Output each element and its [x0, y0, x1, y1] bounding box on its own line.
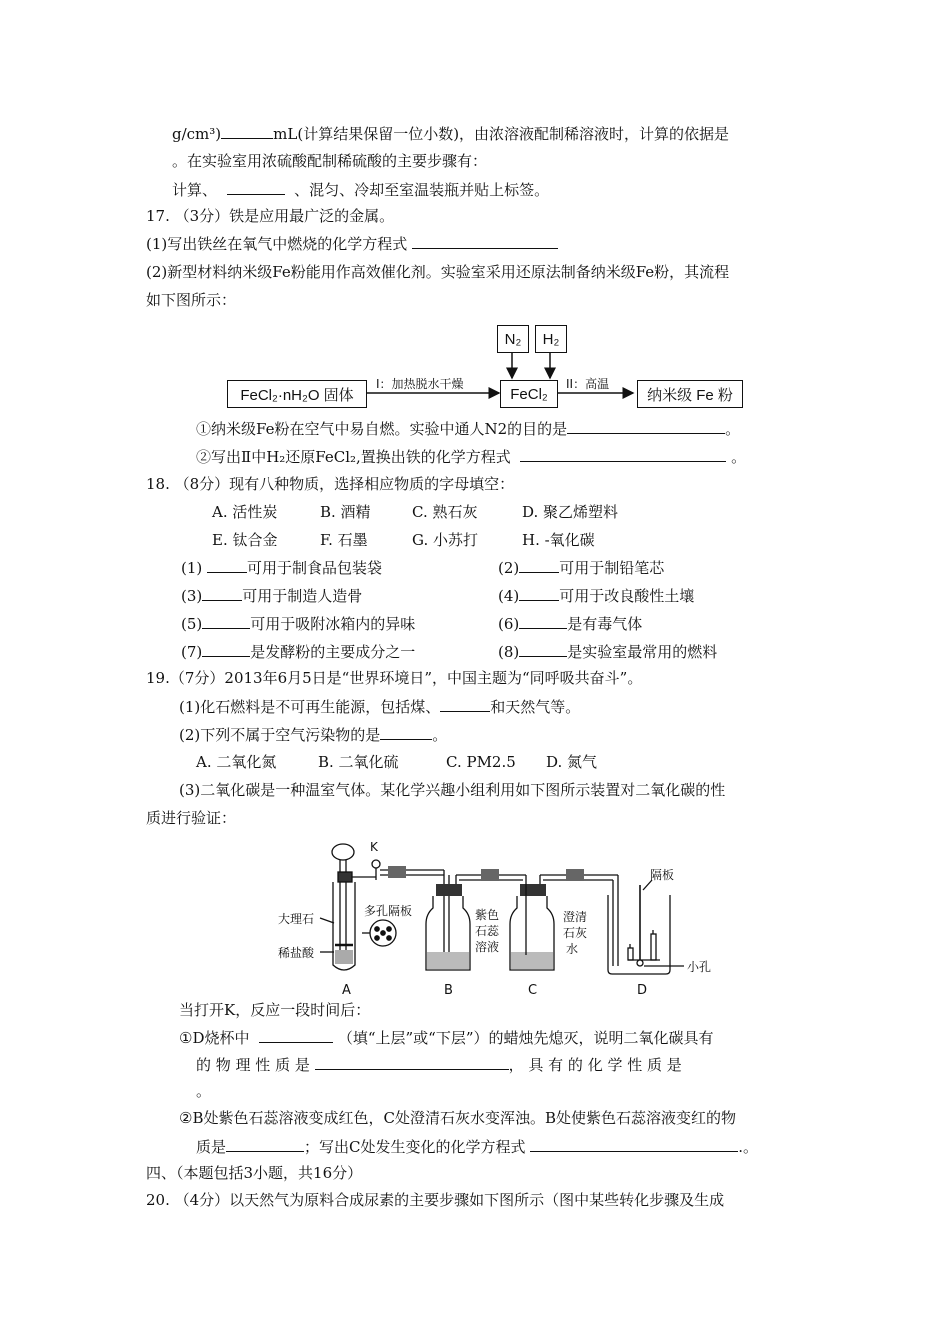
label-divider: 隔板 [650, 868, 675, 882]
q19-title: 19.（7分）2013年6月5日是“世界环境日”，中国主题为“同呼吸共奋斗”。 [146, 669, 643, 687]
q18-item-1: (1) 可用于制食品包装袋 [181, 559, 383, 577]
q16-line1: g/cm³) mL(计算结果保留一位小数)，由浓溶液配制稀溶液时，计算的依据是 [172, 125, 730, 143]
q18-item-7: (7) 是发酵粉的主要成分之一 [181, 643, 416, 661]
q18-item-8: (8) 是实验室最常用的燃料 [498, 643, 718, 661]
q18-title: 18. （8分）现有八种物质，选择相应物质的字母填空： [146, 475, 515, 493]
label-b: B [444, 983, 453, 998]
q17-p1: (1)写出铁丝在氧气中燃烧的化学方程式 [146, 233, 558, 254]
q19-p3a: (3)二氧化碳是一种温室气体。某化学兴趣小组利用如下图所示装置对二氧化碳的性 [179, 781, 726, 799]
section-4-heading: 四、（本题包括3小题，共16分） [146, 1164, 363, 1182]
blank[interactable] [227, 179, 285, 195]
q19-p3b: 质进行验证： [146, 809, 237, 827]
q19-option-d: D. 氮气 [546, 753, 598, 771]
label-c: C [528, 983, 538, 998]
blank[interactable] [567, 418, 725, 434]
flow-box-fecl2: FeCl₂ [500, 380, 558, 408]
q18-option-g: G. 小苏打 [412, 531, 478, 549]
q19-p1: (1)化石燃料是不可再生能源，包括煤、 和天然气等。 [179, 698, 581, 716]
label-limewater-2: 石灰 [563, 926, 588, 940]
q20-title: 20. （4分）以天然气为原料合成尿素的主要步骤如下图所示（图中某些转化步骤及生成 [146, 1191, 725, 1209]
flow-box-fecl2-hydrate: FeCl₂·nH₂O 固体 [227, 380, 367, 408]
blank[interactable] [226, 1136, 304, 1152]
q19-option-a: A. 二氧化氮 [196, 753, 277, 771]
q19-c2-line2: 质是 ；写出C处发生变化的化学方程式 .。 [196, 1138, 759, 1156]
q19-c1-line2: 的 物 理 性 质 是 ， 具 有 的 化 学 性 质 是 [196, 1056, 682, 1074]
q19-option-c: C. PM2.5 [446, 753, 516, 771]
blank[interactable] [259, 1027, 333, 1043]
q18-item-2: (2) 可用于制铅笔芯 [498, 559, 665, 577]
q18-item-5: (5) 可用于吸附冰箱内的异味 [181, 615, 416, 633]
flow-box-n2: N₂ [497, 325, 529, 353]
blank[interactable] [519, 557, 559, 573]
blank[interactable] [202, 585, 242, 601]
q18-option-c: C. 熟石灰 [412, 503, 478, 521]
blank[interactable] [380, 724, 432, 740]
label-limewater-1: 澄清 [563, 910, 588, 924]
blank[interactable] [221, 123, 273, 139]
blank[interactable] [520, 446, 726, 462]
q19-option-b: B. 二氧化硫 [318, 753, 399, 771]
flow-step2-label: II：高温 [566, 377, 610, 391]
blank[interactable] [202, 613, 250, 629]
label-porous-plate: 多孔隔板 [364, 904, 413, 918]
label-hole: 小孔 [687, 960, 712, 974]
q18-option-e: E. 钛合金 [212, 531, 278, 549]
label-litmus-1: 紫色 [475, 908, 500, 922]
blank[interactable] [440, 696, 490, 712]
q17-s2: ②写出Ⅱ中H₂还原FeCl₂,置换出铁的化学方程式 。 [196, 448, 747, 466]
q17-p2b: 如下图所示： [146, 291, 237, 309]
blank[interactable] [412, 233, 558, 249]
q18-item-3: (3) 可用于制造人造骨 [181, 587, 363, 605]
q18-option-a: A. 活性炭 [212, 503, 278, 521]
flow-step1-label: I：加热脱水干燥 [376, 377, 464, 391]
q18-option-b: B. 酒精 [320, 503, 371, 521]
blank[interactable] [519, 585, 559, 601]
blank[interactable] [202, 641, 250, 657]
blank[interactable] [207, 557, 247, 573]
label-acid: 稀盐酸 [278, 946, 315, 960]
blank[interactable] [315, 1054, 509, 1070]
q18-option-f: F. 石墨 [320, 531, 368, 549]
q17-title: 17. （3分）铁是应用最广泛的金属。 [146, 207, 395, 225]
q18-item-6: (6) 是有毒气体 [498, 615, 643, 633]
q17-p2a: (2)新型材料纳米级Fe粉能用作高效催化剂。实验室采用还原法制备纳米级Fe粉，其流程 [146, 263, 730, 281]
q17-s1: ①纳米级Fe粉在空气中易自燃。实验中通人N2的目的是 。 [196, 420, 741, 438]
q18-option-h: H. -氧化碳 [522, 531, 595, 549]
flow-box-nano-fe: 纳米级 Fe 粉 [637, 380, 743, 408]
q19-open-k: 当打开K，反应一段时间后： [179, 1001, 371, 1019]
blank[interactable] [519, 641, 567, 657]
label-marble: 大理石 [278, 912, 315, 926]
q18-option-d: D. 聚乙烯塑料 [522, 503, 619, 521]
q19-c2-line1: ②B处紫色石蕊溶液变成红色，C处澄清石灰水变浑浊。B处使紫色石蕊溶液变红的物 [179, 1109, 736, 1127]
label-limewater-3: 水 [566, 942, 579, 956]
blank[interactable] [519, 613, 567, 629]
label-litmus-2: 石蕊 [475, 924, 500, 938]
q19-c1-line3: 。 [196, 1082, 212, 1100]
q18-item-4: (4) 可用于改良酸性土壤 [498, 587, 695, 605]
q19-c1-line1: ①D烧杯中 （填“上层”或“下层”）的蜡烛先熄灭，说明二氧化碳具有 [179, 1029, 714, 1047]
label-a: A [342, 983, 351, 998]
label-k: K [370, 840, 378, 854]
blank[interactable] [530, 1136, 738, 1152]
q16-line3: 计算、 、混匀、冷却至室温装瓶并贴上标签。 [172, 181, 550, 199]
label-d: D [637, 983, 648, 998]
flow-box-h2: H₂ [535, 325, 567, 353]
q16-line2: 。在实验室用浓硫酸配制稀硫酸的主要步骤有： [172, 152, 488, 170]
label-litmus-3: 溶液 [475, 940, 500, 954]
q19-p2: (2)下列不属于空气污染物的是 。 [179, 726, 448, 744]
